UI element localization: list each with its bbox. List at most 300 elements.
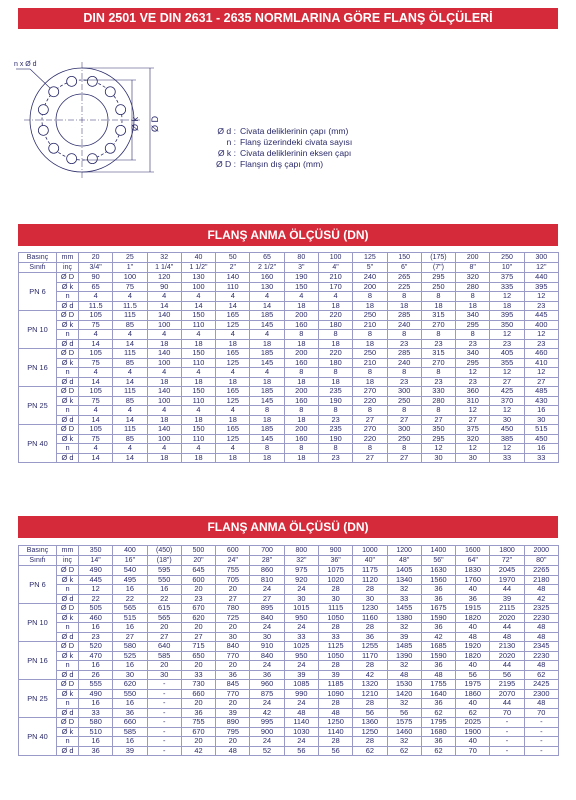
value-cell: 395: [490, 311, 524, 321]
value-cell: 12: [456, 444, 490, 454]
value-cell: 56: [387, 708, 421, 718]
value-cell: 4: [216, 368, 250, 378]
value-cell: 540: [113, 566, 147, 576]
value-cell: 4: [216, 330, 250, 340]
value-cell: 4: [79, 444, 113, 454]
value-cell: 42: [250, 708, 284, 718]
header-dn-inch: 1": [113, 263, 147, 273]
row-label-cell: n: [57, 406, 79, 416]
value-cell: 640: [147, 642, 181, 652]
value-cell: 40: [456, 623, 490, 633]
value-cell: 28: [353, 661, 387, 671]
value-cell: 4: [181, 292, 215, 302]
value-cell: 145: [250, 396, 284, 406]
value-cell: 28: [353, 699, 387, 709]
section-title-large-sizes: FLANŞ ANMA ÖLÇÜSÜ (DN): [18, 516, 558, 538]
value-cell: 33: [284, 632, 318, 642]
row-label-cell: Ø d: [57, 453, 79, 463]
value-cell: 36: [353, 632, 387, 642]
value-cell: 125: [216, 434, 250, 444]
value-cell: 16: [524, 406, 558, 416]
value-cell: 85: [113, 396, 147, 406]
value-cell: 200: [284, 425, 318, 435]
row-label-cell: Ø k: [57, 396, 79, 406]
value-cell: 550: [113, 689, 147, 699]
row-label-cell: n: [57, 623, 79, 633]
section-title-small-sizes: FLANŞ ANMA ÖLÇÜSÜ (DN): [18, 224, 558, 246]
value-cell: 145: [250, 358, 284, 368]
value-cell: 1405: [387, 566, 421, 576]
header-dn-inch: (18"): [147, 556, 181, 566]
value-cell: 12: [456, 368, 490, 378]
value-cell: 410: [524, 358, 558, 368]
value-cell: 450: [490, 425, 524, 435]
value-cell: 20: [216, 661, 250, 671]
value-cell: 30: [113, 670, 147, 680]
value-cell: 220: [318, 311, 352, 321]
value-cell: 39: [490, 594, 524, 604]
value-cell: 44: [490, 623, 524, 633]
value-cell: 18: [421, 301, 455, 311]
value-cell: 505: [79, 604, 113, 614]
value-cell: 30: [318, 594, 352, 604]
value-cell: 130: [250, 282, 284, 292]
value-cell: 4: [318, 292, 352, 302]
value-cell: 125: [216, 358, 250, 368]
value-cell: 62: [456, 708, 490, 718]
header-dn-inch: 80": [524, 556, 558, 566]
flange-diagram: [12, 50, 212, 190]
value-cell: 180: [318, 320, 352, 330]
table-row: [19, 680, 559, 690]
value-cell: 580: [113, 642, 147, 652]
value-cell: 75: [79, 320, 113, 330]
value-cell: 2070: [490, 689, 524, 699]
value-cell: 190: [318, 396, 352, 406]
value-cell: 18: [284, 453, 318, 463]
value-cell: 1575: [387, 718, 421, 728]
value-cell: 295: [421, 434, 455, 444]
value-cell: 16: [113, 699, 147, 709]
value-cell: 660: [113, 718, 147, 728]
value-cell: 18: [216, 453, 250, 463]
value-cell: 100: [181, 282, 215, 292]
value-cell: -: [490, 727, 524, 737]
value-cell: 145: [250, 320, 284, 330]
value-cell: 150: [181, 425, 215, 435]
value-cell: 27: [353, 453, 387, 463]
value-cell: 1530: [387, 680, 421, 690]
value-cell: 1590: [421, 651, 455, 661]
value-cell: 600: [181, 575, 215, 585]
value-cell: 105: [79, 349, 113, 359]
value-cell: 30: [250, 632, 284, 642]
value-cell: 52: [250, 746, 284, 756]
value-cell: 18: [250, 339, 284, 349]
table-row: [19, 642, 559, 652]
value-cell: 8: [387, 330, 421, 340]
row-label-cell: Ø k: [57, 358, 79, 368]
value-cell: 22: [113, 594, 147, 604]
value-cell: 150: [284, 282, 318, 292]
legend-text: Civata deliklerinin çapı (mm): [240, 126, 349, 136]
header-dn-mm: 80: [284, 253, 318, 263]
value-cell: 40: [456, 737, 490, 747]
value-cell: 4: [216, 444, 250, 454]
row-label-cell: Ø D: [57, 566, 79, 576]
value-cell: 85: [113, 434, 147, 444]
value-cell: 4: [79, 406, 113, 416]
value-cell: 20: [216, 737, 250, 747]
value-cell: 4: [113, 292, 147, 302]
od-label: Ø D: [150, 115, 160, 133]
value-cell: 1050: [318, 651, 352, 661]
table-row: [19, 292, 559, 302]
value-cell: 85: [113, 358, 147, 368]
value-cell: 225: [387, 282, 421, 292]
bolt-hole: [87, 154, 97, 164]
value-cell: 105: [79, 387, 113, 397]
value-cell: 23: [490, 339, 524, 349]
value-cell: 4: [79, 368, 113, 378]
row-label-cell: Ø D: [57, 311, 79, 321]
value-cell: 18: [284, 301, 318, 311]
value-cell: 2025: [456, 718, 490, 728]
value-cell: 24: [250, 623, 284, 633]
value-cell: 27: [421, 415, 455, 425]
value-cell: 27: [216, 594, 250, 604]
value-cell: 39: [113, 746, 147, 756]
header-dn-mm: 1200: [387, 546, 421, 556]
value-cell: 18: [318, 339, 352, 349]
value-cell: 30: [524, 415, 558, 425]
value-cell: 11.5: [79, 301, 113, 311]
value-cell: 1140: [318, 727, 352, 737]
value-cell: 12: [79, 585, 113, 595]
value-cell: 335: [490, 282, 524, 292]
value-cell: 235: [318, 425, 352, 435]
table-row: [19, 406, 559, 416]
value-cell: 115: [113, 349, 147, 359]
value-cell: -: [524, 737, 558, 747]
value-cell: 565: [147, 613, 181, 623]
value-cell: -: [490, 718, 524, 728]
value-cell: 860: [250, 566, 284, 576]
value-cell: 385: [490, 434, 524, 444]
row-label-cell: Ø D: [57, 387, 79, 397]
bolt-hole: [49, 143, 59, 153]
value-cell: 2130: [490, 642, 524, 652]
value-cell: 48: [216, 746, 250, 756]
table-row: [19, 273, 559, 283]
value-cell: 515: [524, 425, 558, 435]
value-cell: 23: [456, 377, 490, 387]
value-cell: 670: [181, 727, 215, 737]
header-unit-inch: inç: [57, 263, 79, 273]
value-cell: 1630: [421, 566, 455, 576]
value-cell: 4: [181, 368, 215, 378]
value-cell: 36: [421, 699, 455, 709]
row-label-cell: Ø d: [57, 339, 79, 349]
legend-text: Flanş üzerindeki civata sayısı: [240, 137, 353, 147]
bolt-hole: [87, 76, 97, 86]
table-row: [19, 585, 559, 595]
table-row: [19, 444, 559, 454]
value-cell: 320: [456, 434, 490, 444]
value-cell: 36: [216, 670, 250, 680]
row-label-cell: Ø k: [57, 613, 79, 623]
value-cell: 39: [216, 708, 250, 718]
value-cell: 24: [250, 737, 284, 747]
value-cell: 270: [421, 320, 455, 330]
value-cell: 16: [113, 623, 147, 633]
value-cell: 100: [147, 434, 181, 444]
value-cell: 48: [490, 632, 524, 642]
header-class-label: Sınıfı: [19, 556, 57, 566]
value-cell: 460: [79, 613, 113, 623]
value-cell: 110: [216, 282, 250, 292]
value-cell: 1140: [284, 718, 318, 728]
value-cell: 23: [524, 301, 558, 311]
bolt-hole: [49, 87, 59, 97]
value-cell: 1640: [421, 689, 455, 699]
value-cell: 1820: [456, 651, 490, 661]
value-cell: 2045: [490, 566, 524, 576]
value-cell: 375: [456, 425, 490, 435]
row-label-cell: Ø D: [57, 349, 79, 359]
pressure-class-cell: PN 10: [19, 604, 57, 642]
value-cell: 24: [250, 699, 284, 709]
value-cell: 23: [181, 594, 215, 604]
header-row-mm: [19, 253, 559, 263]
value-cell: 18: [181, 339, 215, 349]
value-cell: 75: [79, 358, 113, 368]
value-cell: 755: [216, 566, 250, 576]
value-cell: 565: [113, 604, 147, 614]
value-cell: 18: [147, 377, 181, 387]
value-cell: 430: [524, 396, 558, 406]
table-row: [19, 396, 559, 406]
header-dn-mm: 400: [113, 546, 147, 556]
value-cell: 460: [524, 349, 558, 359]
value-cell: 1120: [353, 575, 387, 585]
value-cell: 8: [318, 368, 352, 378]
value-cell: 795: [216, 727, 250, 737]
row-label-cell: Ø D: [57, 273, 79, 283]
header-dn-inch: 14": [79, 556, 113, 566]
value-cell: 1030: [284, 727, 318, 737]
value-cell: 160: [250, 273, 284, 283]
value-cell: 200: [353, 282, 387, 292]
value-cell: 200: [284, 349, 318, 359]
value-cell: 12: [490, 330, 524, 340]
header-dn-mm: 100: [318, 253, 352, 263]
value-cell: 210: [353, 358, 387, 368]
value-cell: 250: [421, 282, 455, 292]
value-cell: 27: [387, 415, 421, 425]
value-cell: 23: [79, 632, 113, 642]
value-cell: 16: [79, 737, 113, 747]
value-cell: 18: [216, 377, 250, 387]
value-cell: 875: [250, 689, 284, 699]
header-dn-inch: 32": [284, 556, 318, 566]
value-cell: 33: [79, 708, 113, 718]
table-row: [19, 387, 559, 397]
value-cell: -: [524, 718, 558, 728]
value-cell: 2425: [524, 680, 558, 690]
value-cell: 8: [353, 292, 387, 302]
value-cell: 18: [387, 301, 421, 311]
value-cell: 950: [284, 651, 318, 661]
value-cell: 400: [524, 320, 558, 330]
value-cell: 48: [524, 623, 558, 633]
row-label-cell: n: [57, 368, 79, 378]
value-cell: 23: [456, 339, 490, 349]
value-cell: 12: [490, 292, 524, 302]
header-dn-inch: 1 1/4": [147, 263, 181, 273]
value-cell: 770: [216, 689, 250, 699]
value-cell: 950: [284, 613, 318, 623]
value-cell: 490: [79, 689, 113, 699]
row-label-cell: n: [57, 444, 79, 454]
value-cell: 8: [284, 330, 318, 340]
value-cell: 12: [524, 330, 558, 340]
value-cell: 1050: [318, 613, 352, 623]
value-cell: 20: [216, 585, 250, 595]
header-dn-mm: 350: [79, 546, 113, 556]
value-cell: 24: [284, 699, 318, 709]
value-cell: 18: [147, 453, 181, 463]
value-cell: 8: [387, 292, 421, 302]
value-cell: 23: [387, 339, 421, 349]
value-cell: 18: [147, 415, 181, 425]
header-dn-inch: 1 1/2": [181, 263, 215, 273]
value-cell: 4: [147, 368, 181, 378]
row-label-cell: Ø k: [57, 320, 79, 330]
value-cell: 27: [353, 415, 387, 425]
header-pressure-label: Basınç: [19, 253, 57, 263]
value-cell: 110: [181, 320, 215, 330]
header-row-inch: [19, 556, 559, 566]
value-cell: 360: [456, 387, 490, 397]
value-cell: 890: [216, 718, 250, 728]
value-cell: 620: [181, 613, 215, 623]
value-cell: 450: [524, 434, 558, 444]
value-cell: 355: [490, 358, 524, 368]
value-cell: 840: [216, 642, 250, 652]
value-cell: 18: [250, 377, 284, 387]
value-cell: 30: [456, 453, 490, 463]
value-cell: 24: [284, 661, 318, 671]
value-cell: 165: [216, 425, 250, 435]
value-cell: 24: [250, 661, 284, 671]
value-cell: 350: [421, 425, 455, 435]
header-unit-inch: inç: [57, 556, 79, 566]
value-cell: 445: [79, 575, 113, 585]
header-dn-mm: 1800: [490, 546, 524, 556]
row-label-cell: Ø k: [57, 651, 79, 661]
value-cell: 18: [353, 377, 387, 387]
header-dn-mm: 200: [456, 253, 490, 263]
header-dn-inch: 64": [456, 556, 490, 566]
header-dn-mm: 2000: [524, 546, 558, 556]
header-dn-mm: 500: [181, 546, 215, 556]
header-dn-inch: 2": [216, 263, 250, 273]
legend-row: [200, 137, 420, 148]
value-cell: 28: [318, 585, 352, 595]
row-label-cell: Ø D: [57, 718, 79, 728]
header-dn-mm: 300: [524, 253, 558, 263]
value-cell: 16: [113, 737, 147, 747]
value-cell: 28: [318, 699, 352, 709]
value-cell: 48: [524, 632, 558, 642]
value-cell: 140: [147, 425, 181, 435]
value-cell: 56: [490, 670, 524, 680]
value-cell: 2230: [524, 651, 558, 661]
row-label-cell: Ø d: [57, 746, 79, 756]
value-cell: 100: [113, 273, 147, 283]
value-cell: 20: [181, 699, 215, 709]
value-cell: 1420: [387, 689, 421, 699]
value-cell: 1160: [353, 613, 387, 623]
value-cell: 8: [353, 368, 387, 378]
value-cell: 90: [147, 282, 181, 292]
value-cell: 715: [181, 642, 215, 652]
header-dn-inch: 4": [318, 263, 352, 273]
value-cell: 44: [490, 661, 524, 671]
value-cell: 350: [490, 320, 524, 330]
row-label-cell: Ø d: [57, 594, 79, 604]
row-label-cell: Ø d: [57, 377, 79, 387]
value-cell: 1170: [353, 651, 387, 661]
legend-symbol: Ø k :: [217, 148, 236, 158]
value-cell: 48: [524, 699, 558, 709]
value-cell: 8: [456, 292, 490, 302]
table-row: [19, 301, 559, 311]
value-cell: 1860: [456, 689, 490, 699]
value-cell: -: [490, 746, 524, 756]
table-row: [19, 604, 559, 614]
value-cell: 160: [284, 320, 318, 330]
value-cell: 185: [250, 349, 284, 359]
value-cell: 62: [353, 746, 387, 756]
value-cell: 585: [147, 651, 181, 661]
table-row: [19, 377, 559, 387]
header-dn-inch: 28": [250, 556, 284, 566]
value-cell: 1390: [387, 651, 421, 661]
value-cell: 18: [216, 415, 250, 425]
header-dn-mm: 700: [250, 546, 284, 556]
value-cell: 270: [421, 358, 455, 368]
value-cell: 20: [181, 661, 215, 671]
value-cell: 2020: [490, 613, 524, 623]
value-cell: 14: [250, 301, 284, 311]
value-cell: 250: [387, 396, 421, 406]
header-dn-inch: 8": [456, 263, 490, 273]
table-row: [19, 651, 559, 661]
value-cell: 42: [353, 670, 387, 680]
ok-label: Ø k: [130, 116, 140, 132]
value-cell: 165: [216, 311, 250, 321]
value-cell: 14: [79, 415, 113, 425]
value-cell: 12: [456, 406, 490, 416]
header-unit-mm: mm: [57, 253, 79, 263]
value-cell: 8: [353, 406, 387, 416]
header-dn-mm: (450): [147, 546, 181, 556]
value-cell: 900: [250, 727, 284, 737]
table-row: [19, 339, 559, 349]
table-row: [19, 575, 559, 585]
